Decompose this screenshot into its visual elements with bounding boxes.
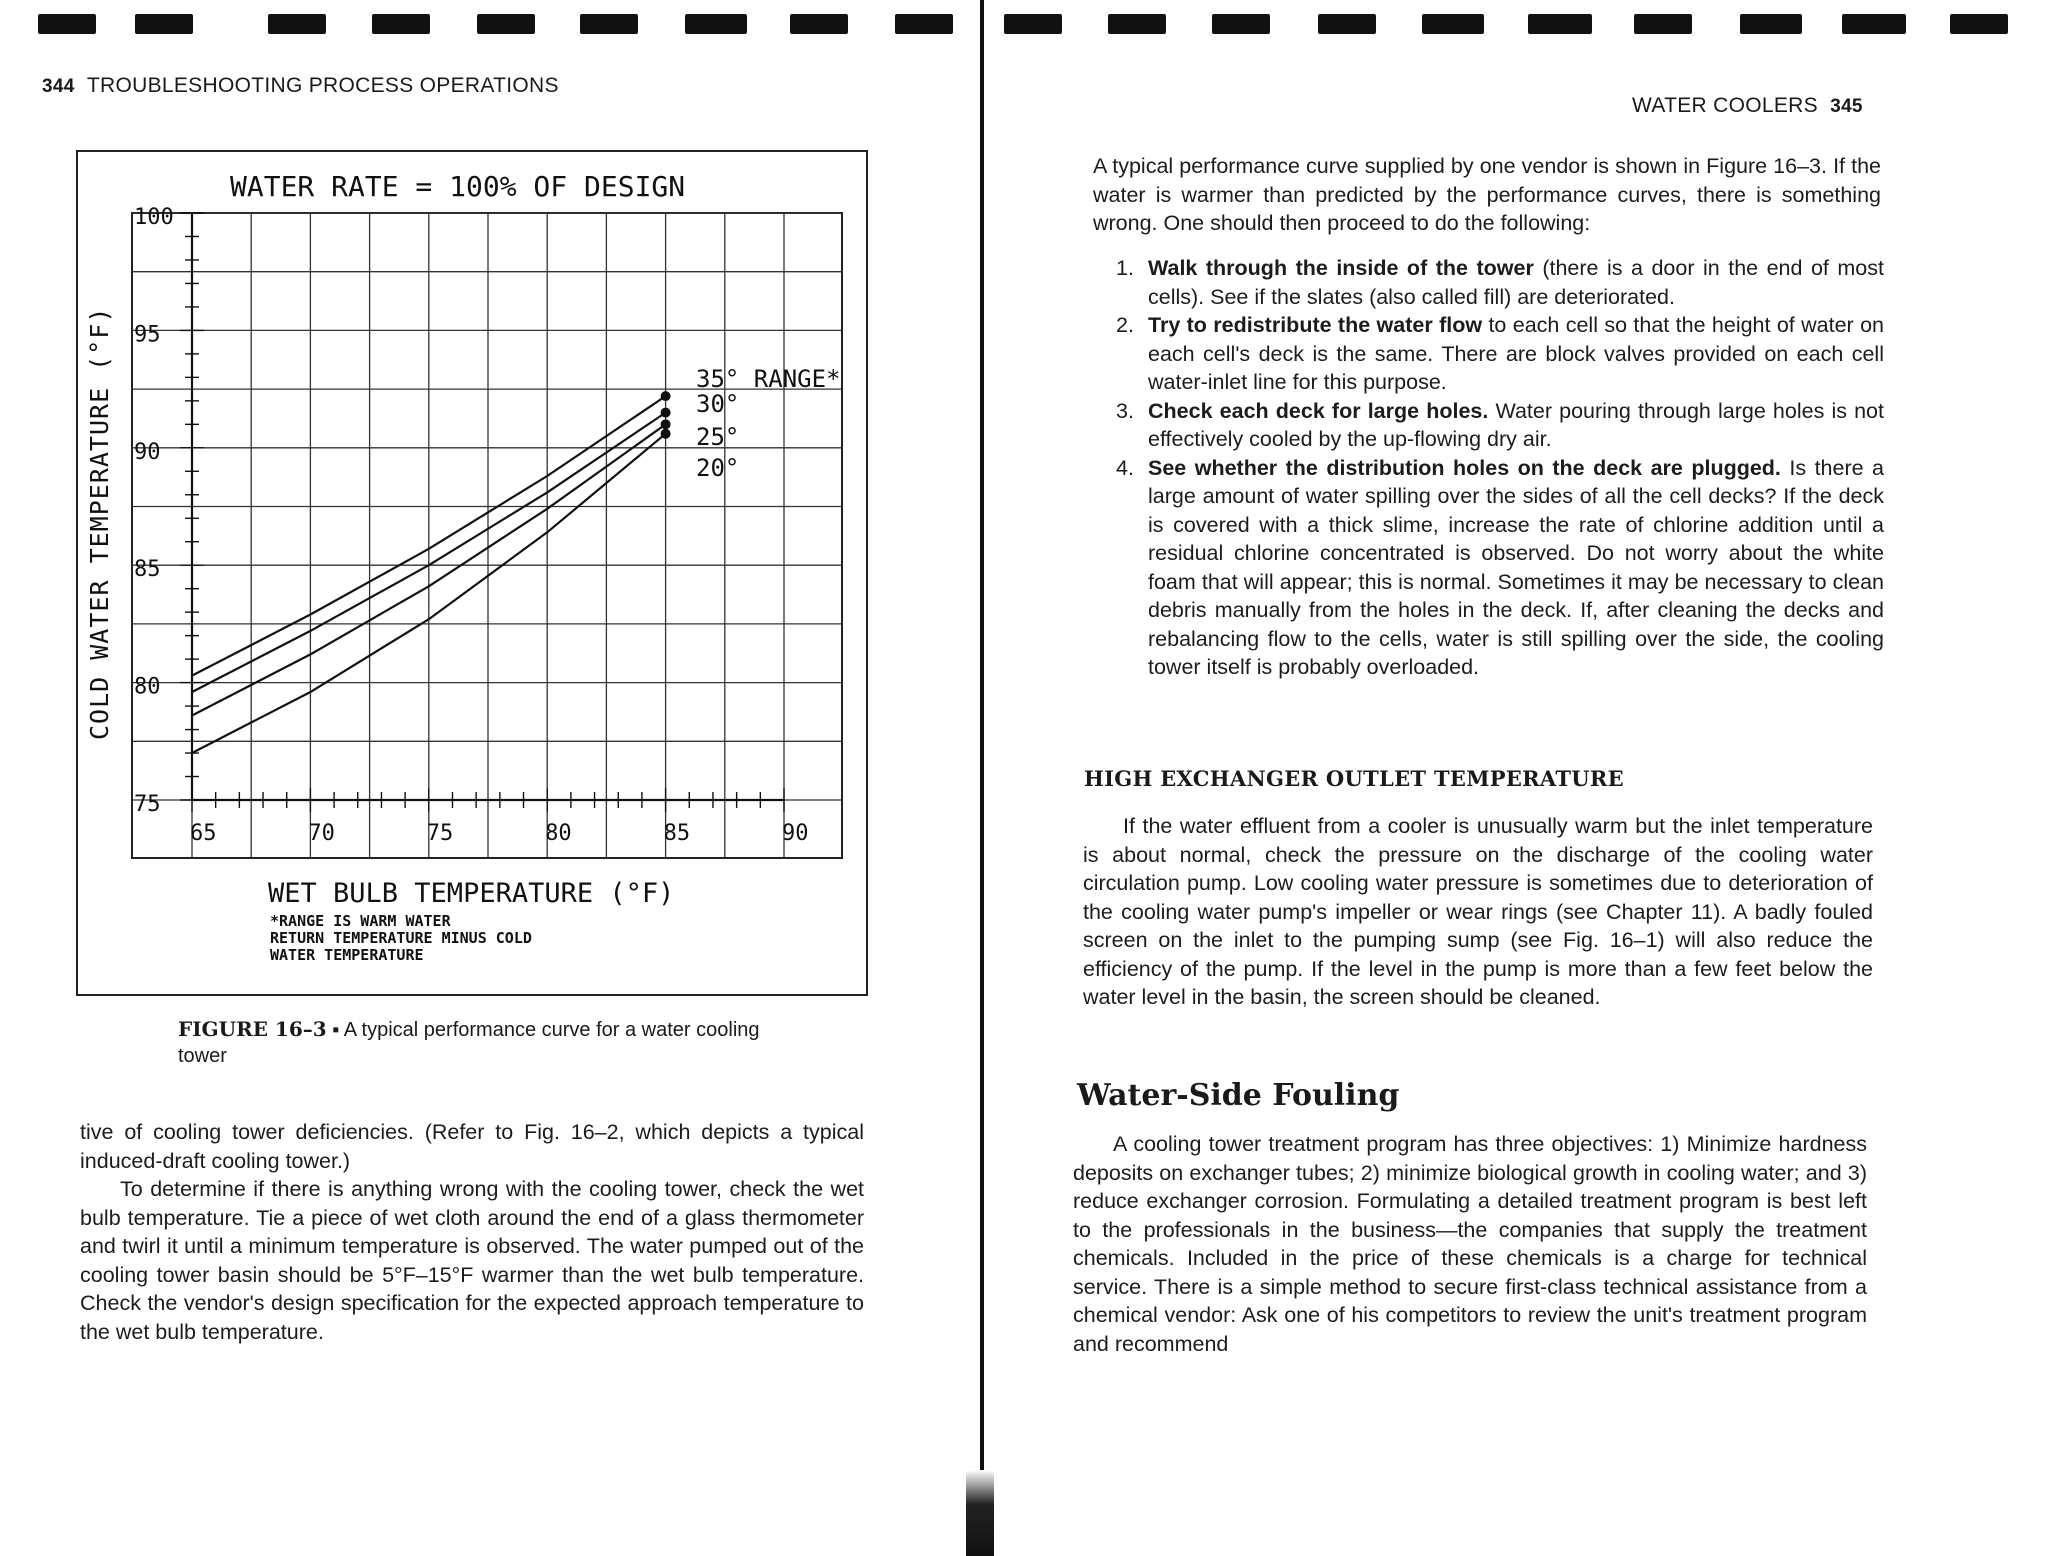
step-item [1094,311,1884,397]
x-tick-label: 70 [308,821,335,846]
chart-title: WATER RATE = 100% OF DESIGN [230,170,686,203]
figure-caption-text: A typical performance curve for a water cooling tower [178,1019,760,1067]
x-tick-label: 90 [782,821,809,846]
series-end-dot [661,419,671,429]
right-running-head-title: WATER COOLERS [1632,94,1818,117]
step-bold: Try to redistribute the water flow [1148,313,1483,337]
left-paragraph-2: To determine if there is anything wrong with the cooling tower, check the wet bulb temperature. Tie a piece of wet cloth around the end of a glass thermometer and twirl it until a minimum temperature is observed. The water pumped out of the cooling tower basin should be 5°F–15°F warmer than the wet bulb temperature. Check the vendor's design specification for the expected approach temperature to the wet bulb temperature. [80,1177,864,1344]
step-text: to each cell so that the height of water on each cell's deck is the same. There are block valves provided on each cell water-inlet line for this purpose. [1148,313,1884,394]
step-number: 2. [1116,313,1134,337]
troubleshooting-steps [1094,254,1884,682]
chart-curves [192,391,671,753]
step-item [1094,254,1884,311]
series-label: 35° RANGE* [696,365,841,393]
step-text: Water pouring through large holes is not effectively cooled by the up-flowing dry air. [1148,398,1884,451]
heading-water-side-fouling: Water-Side Fouling [1077,1078,1400,1113]
chart-frame [132,213,842,858]
step-number: 4. [1116,455,1134,480]
series-end-dot [661,408,671,418]
right-running-head [1632,94,1863,118]
figure-label: FIGURE 16–3 [178,1017,327,1041]
x-tick-label: 65 [190,821,217,846]
step-bold: See whether the distribution holes on the deck are plugged. [1148,455,1781,480]
step-item [1094,397,1884,454]
step-bold: Walk through the inside of the tower [1148,256,1534,280]
left-paragraph-1: tive of cooling tower deficiencies. (Refer to Fig. 16–2, which depicts a typical induced-draft cooling tower.) [80,1120,864,1173]
y-tick-label: 75 [134,792,161,817]
chart-ticks [180,213,784,812]
y-axis-label: COLD WATER TEMPERATURE (°F) [85,306,114,740]
left-running-head-title: TROUBLESHOOTING PROCESS OPERATIONS [86,74,559,97]
x-tick-label: 80 [545,821,572,846]
step-bold: Check each deck for large holes. [1148,398,1489,423]
step-text: (there is a door in the end of most cells). See if the slates (also called fill) are deteriorated. [1148,256,1884,309]
x-tick-label: 75 [426,821,454,846]
y-tick-label: 95 [134,322,161,348]
step-number: 1. [1116,256,1134,280]
water-side-fouling-paragraph: A cooling tower treatment program has three objectives: 1) Minimize hardness deposits on exchanger tubes; 2) minimize biological growth in cooling water; and 3) reduce exchanger corrosion. Formulating a detailed treatment program is best left to the professionals in the business—the companies that supply the treatment chemicals. Included in the price of these chemicals is a charge for technical service. There is a simple method to secure first-class technical assistance from a chemical vendor: Ask one of his competitors to review the unit's treatment program and recommend [1073,1132,1867,1356]
y-tick-label: 85 [134,557,161,583]
y-tick-label: 100 [134,205,174,230]
y-tick-label: 90 [134,439,161,465]
figure-caption [178,1016,798,1069]
step-item [1094,454,1884,682]
step-text: Is there a large amount of water spilling over the sides of all the cell decks? If the deck is covered with a thick slime, increase the rate of chlorine addition until a residual chlorine concentrated is observed. Do not worry about the white foam that will appear; this is normal. Sometimes it may be necessary to clean debris manually from the holes in the deck. If, after cleaning the decks and rebalancing flow to the cells, water is still spilling over the side, the cooling tower itself is probably overloaded. [1148,455,1884,679]
chart-labels [85,170,841,964]
chart-footnote: *RANGE IS WARM WATER RETURN TEMPERATURE MINUS COLD WATER TEMPERATURE [270,912,532,964]
left-page-number: 344 [42,76,75,97]
high-exchanger-paragraph: If the water effluent from a cooler is unusually warm but the inlet temperature is about normal, check the pressure on the discharge of the cooling water circulation pump. Low cooling water pressure is sometimes due to deterioration of the cooling water pump's impeller or wear rings (see Chapter 11). A badly fouled screen on the inlet to the pumping sump (see Fig. 16–1) will also reduce the efficiency of the pump. If the level in the pump is more than a few feet below the water level in the basin, the screen should be cleaned. [1083,814,1873,1009]
series-end-dot [661,429,671,439]
series-label: 30° [696,390,740,418]
x-tick-label: 85 [663,821,691,846]
chart-grid [132,213,842,858]
right-page-number: 345 [1830,96,1863,117]
y-tick-label: 80 [134,674,161,700]
series-label: 20° [696,454,740,482]
series-end-dot [661,391,671,401]
right-intro-paragraph: A typical performance curve supplied by one vendor is shown in Figure 16–3. If the water is warmer than predicted by the performance curves, there is something wrong. One should then proceed to do the following: [1093,154,1881,235]
figure-bullet: ▪ [332,1019,344,1041]
series-label: 25° [696,423,740,451]
step-number: 3. [1116,398,1134,423]
heading-high-exchanger-outlet-temperature: HIGH EXCHANGER OUTLET TEMPERATURE [1084,766,1624,791]
x-axis-label: WET BULB TEMPERATURE (°F) [268,878,675,909]
